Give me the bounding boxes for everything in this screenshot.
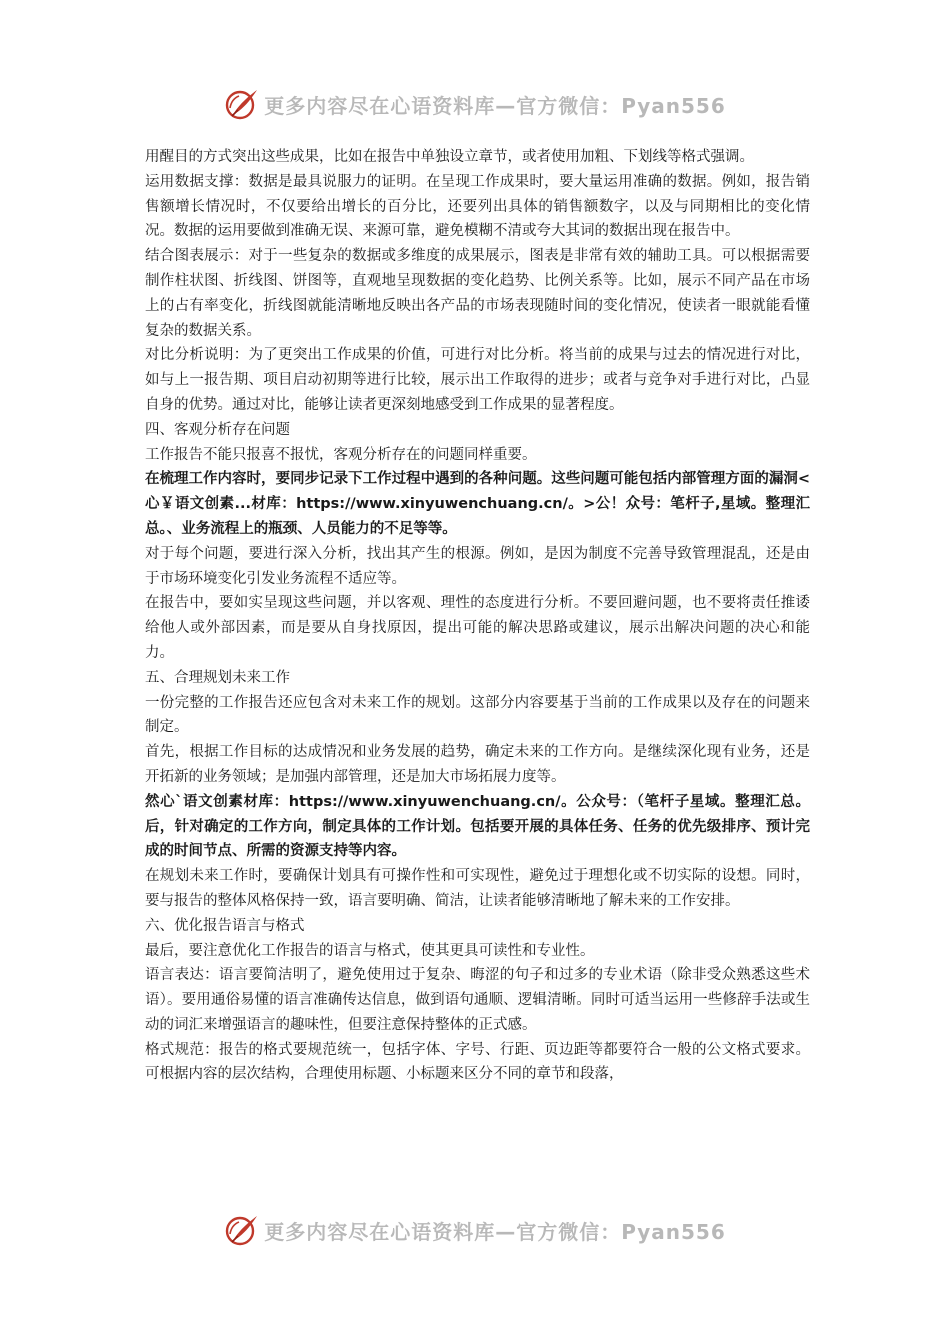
paragraph: 运用数据支撑：数据是最具说服力的证明。在呈现工作成果时，要大量运用准确的数据。例如，报告销售额增长情况时，不仅要给出增长的百分比，还要列出具体的销售额数字，以及与同期相比的变化情况。数据的运用要做到准确无误、来源可靠，避免模糊不清或夸大其词的数据出现在报告中。 [145, 173, 810, 240]
paragraph: 在规划未来工作时，要确保计划具有可操作性和可实现性，避免过于理想化或不切实际的设想。同时，要与报告的整体风格保持一致，语言要明确、简洁，让读者能够清晰地了解未来的工作安排。 [145, 868, 810, 909]
bold-paragraph: 在梳理工作内容时，要同步记录下工作过程中遇到的各种问题。这些问题可能包括内部管理方面的漏洞<心￥语文创素...材库：https://www.xinyuwenchuang.cn/。>公！众号：笔杆子,星域。整理汇总。、业务流程上的瓶颈、人员能力的不足等等。 [145, 471, 810, 537]
quill-logo-icon [224, 86, 260, 122]
paragraph: 对比分析说明：为了更突出工作成果的价值，可进行对比分析。将当前的成果与过去的情况进行对比，如与上一报告期、项目启动初期等进行比较，展示出工作取得的进步；或者与竞争对手进行对比，凸显自身的优势。通过对比，能够让读者更深刻地感受到工作成果的显著程度。 [145, 347, 810, 413]
paragraph: 用醒目的方式突出这些成果，比如在报告中单独设立章节，或者使用加粗、下划线等格式强调。 [145, 149, 754, 165]
paragraph: 首先，根据工作目标的达成情况和业务发展的趋势，确定未来的工作方向。是继续深化现有业务，还是开拓新的业务领域；是加强内部管理，还是加大市场拓展力度等。 [145, 744, 810, 785]
paragraph: 结合图表展示：对于一些复杂的数据或多维度的成果展示，图表是非常有效的辅助工具。可以根据需要制作柱状图、折线图、饼图等，直观地呈现数据的变化趋势、比例关系等。比如，展示不同产品在市场上的占有率变化，折线图就能清晰地反映出各产品的市场表现随时间的变化情况，使读者一眼就能看懂复杂的数据关系。 [145, 248, 810, 339]
paragraph: 对于每个问题，要进行深入分析，找出其产生的根源。例如，是因为制度不完善导致管理混乱，还是由于市场环境变化引发业务流程不适应等。 [145, 545, 810, 587]
document-body [145, 145, 810, 1087]
paragraph: 格式规范：报告的格式要规范统一，包括字体、字号、行距、页边距等都要符合一般的公文格式要求。可根据内容的层次结构，合理使用标题、小标题来区分不同的章节和段落， [145, 1041, 810, 1083]
paragraph: 一份完整的工作报告还应包含对未来工作的规划。这部分内容要基于当前的工作成果以及存在的问题来制定。 [145, 694, 810, 736]
paragraph: 语言表达：语言要简洁明了，避免使用过于复杂、晦涩的句子和过多的专业术语（除非受众熟悉这些术语）。要用通俗易懂的语言准确传达信息，做到语句通顺、逻辑清晰。同时可适当运用一些修辞手法或生动的词汇来增强语言的趣味性，但要注意保持整体的正式感。 [145, 967, 810, 1033]
bold-paragraph: 然心`语文创素材库：https://www.xinyuwenchuang.cn/。公众号：（笔杆子星域。整理汇总。后，针对确定的工作方向，制定具体的工作计划。包括要开展的具体任务、任务的优先级排序、预计完成的时间节点、所需的资源支持等内容。 [145, 793, 810, 860]
section-heading: 五、合理规划未来工作 [145, 669, 290, 686]
quill-logo-icon [224, 1212, 260, 1248]
banner-text: 更多内容尽在心语资料库—官方微信：Pyan556 [264, 93, 726, 118]
paragraph: 最后，要注意优化工作报告的语言与格式，使其更具可读性和专业性。 [145, 942, 595, 959]
banner-text: 更多内容尽在心语资料库—官方微信：Pyan556 [264, 1219, 726, 1244]
section-heading: 四、客观分析存在问题 [145, 421, 290, 438]
header-banner [0, 84, 950, 124]
section-heading: 六、优化报告语言与格式 [145, 917, 305, 934]
footer-banner [0, 1210, 950, 1250]
paragraph: 在报告中，要如实呈现这些问题，并以客观、理性的态度进行分析。不要回避问题，也不要将责任推诿给他人或外部因素，而是要从自身找原因，提出可能的解决思路或建议，展示出解决问题的决心和能力。 [145, 595, 810, 661]
paragraph: 工作报告不能只报喜不报忧，客观分析存在的问题同样重要。 [145, 446, 537, 463]
